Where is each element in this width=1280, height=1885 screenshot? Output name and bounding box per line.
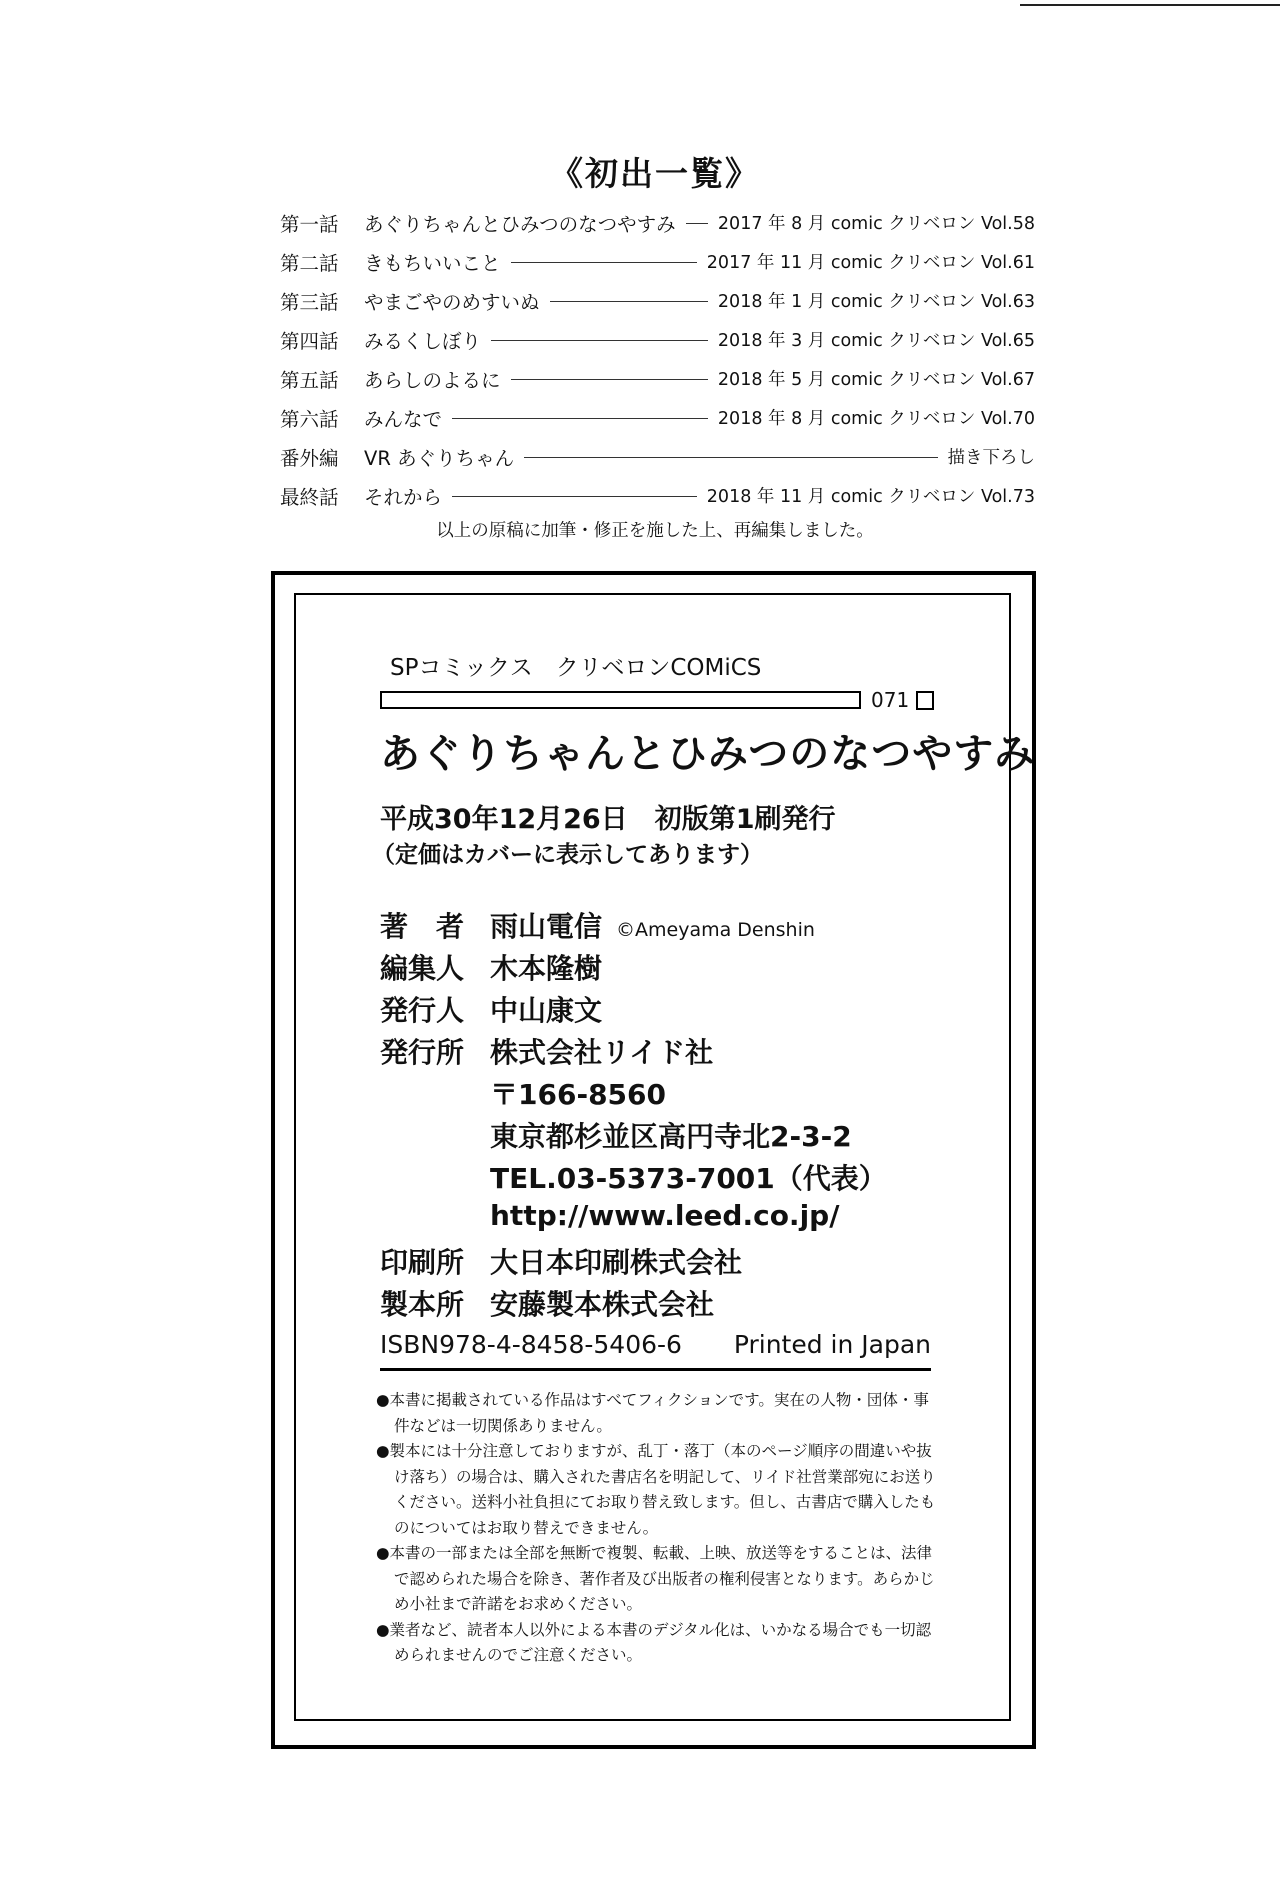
isbn-line xyxy=(380,1330,931,1359)
chapter-title: あらしのよるに xyxy=(364,368,501,392)
revision-note: 以上の原稿に加筆・修正を施した上、再編集しました。 xyxy=(436,521,874,541)
printer-name: 大日本印刷株式会社 xyxy=(490,1246,743,1279)
chapter-source: 2018 年 8 月 comic クリベロン Vol.70 xyxy=(717,409,1035,429)
list-item xyxy=(280,203,1035,242)
postal-code: 〒166-8560 xyxy=(490,1078,666,1111)
leader-line xyxy=(511,379,708,380)
leader-line xyxy=(550,301,708,302)
list-item xyxy=(280,320,1035,359)
chapter-title: みるくしぼり xyxy=(364,329,482,353)
chapter-source: 描き下ろし xyxy=(947,448,1035,468)
chapter-number: 第二話 xyxy=(280,251,339,275)
list-item xyxy=(280,281,1035,320)
legal-notes xyxy=(376,1388,936,1669)
chapter-title: きもちいいこと xyxy=(364,251,501,275)
editor-name: 木本隆樹 xyxy=(490,952,603,985)
chapter-number: 最終話 xyxy=(280,485,339,509)
list-item xyxy=(280,437,1035,476)
staff-row-office xyxy=(380,1031,887,1073)
book-title: あぐりちゃんとひみつのなつやすみ xyxy=(380,731,1036,777)
legal-note: ●製本には十分注意しておりますが、乱丁・落丁（本のページ順序の間違いや抜け落ち）の場合は、購入された書店名を明記して、リイド社営業部宛にお送りください。送料小社負担にてお取り替え致します。但し、古書店で購入したものについてはお取り替えできません。 xyxy=(376,1442,936,1537)
office-label: 発行所 xyxy=(380,1036,465,1069)
code-check-box xyxy=(916,691,934,710)
isbn: ISBN978-4-8458-5406-6 xyxy=(380,1330,682,1359)
chapter-title: それから xyxy=(364,485,443,509)
staff-row-tel xyxy=(380,1157,887,1199)
binder-name: 安藤製本株式会社 xyxy=(490,1288,715,1321)
publisher-name: 中山康文 xyxy=(490,994,603,1027)
staff-row-address xyxy=(380,1115,887,1157)
staff-row-editor xyxy=(380,947,887,989)
printer-label: 印刷所 xyxy=(380,1246,465,1279)
staff-row-printer xyxy=(380,1241,887,1283)
binder-label: 製本所 xyxy=(380,1288,465,1321)
website-url: http://www.leed.co.jp/ xyxy=(490,1199,840,1232)
list-item xyxy=(280,242,1035,281)
list-item xyxy=(280,359,1035,398)
address: 東京都杉並区高円寺北2-3-2 xyxy=(490,1120,852,1153)
chapter-number: 第四話 xyxy=(280,329,339,353)
legal-note: ●本書に掲載されている作品はすべてフィクションです。実在の人物・団体・事件などは一切関係ありません。 xyxy=(376,1391,929,1435)
code-bar-box xyxy=(380,691,861,709)
series-name: SPコミックス クリベロンCOMiCS xyxy=(390,655,762,681)
editor-label: 編集人 xyxy=(380,952,465,985)
leader-line xyxy=(491,340,708,341)
chapter-source: 2017 年 8 月 comic クリベロン Vol.58 xyxy=(717,214,1035,234)
leader-line xyxy=(452,418,708,419)
contents-title: 《初出一覧》 xyxy=(550,154,760,193)
leader-line xyxy=(686,223,708,224)
chapter-number: 第一話 xyxy=(280,212,339,236)
staff-row-author xyxy=(380,905,887,947)
legal-note: ●業者など、読者本人以外による本書のデジタル化は、いかなる場合でも一切認められませんのでご注意ください。 xyxy=(376,1620,932,1664)
price-note: （定価はカバーに表示してあります） xyxy=(372,842,763,868)
author-label: 著 者 xyxy=(380,910,465,943)
chapter-source: 2018 年 5 月 comic クリベロン Vol.67 xyxy=(717,370,1035,390)
leader-line xyxy=(524,457,937,458)
staff-row-url xyxy=(380,1199,887,1241)
publisher-label: 発行人 xyxy=(380,994,465,1027)
office-name: 株式会社リイド社 xyxy=(490,1036,714,1069)
list-item xyxy=(280,476,1035,515)
publication-date: 平成30年12月26日 初版第1刷発行 xyxy=(380,804,836,835)
chapter-source: 2018 年 3 月 comic クリベロン Vol.65 xyxy=(717,331,1035,351)
author-name: 雨山電信 xyxy=(490,910,603,943)
chapter-source: 2017 年 11 月 comic クリベロン Vol.61 xyxy=(706,253,1035,273)
leader-line xyxy=(511,262,697,263)
staff-row-postal xyxy=(380,1073,887,1115)
list-item xyxy=(280,398,1035,437)
telephone: TEL.03-5373-7001（代表） xyxy=(490,1162,887,1195)
chapter-number: 第五話 xyxy=(280,368,339,392)
chapter-number: 第三話 xyxy=(280,290,339,314)
chapter-number: 第六話 xyxy=(280,407,339,431)
chapter-title: VR あぐりちゃん xyxy=(364,446,515,470)
printed-in: Printed in Japan xyxy=(733,1330,931,1359)
issue-code: 071 xyxy=(871,688,910,712)
staff-list xyxy=(380,905,887,1325)
top-edge-line xyxy=(1020,4,1280,6)
divider xyxy=(380,1368,931,1371)
staff-row-publisher xyxy=(380,989,887,1031)
copyright-notice: ©Ameyama Denshin xyxy=(616,919,815,941)
contents-list xyxy=(280,203,1035,515)
chapter-source: 2018 年 11 月 comic クリベロン Vol.73 xyxy=(706,487,1035,507)
chapter-title: あぐりちゃんとひみつのなつやすみ xyxy=(364,212,676,236)
chapter-title: やまごやのめすいぬ xyxy=(364,290,540,314)
chapter-number: 番外編 xyxy=(280,446,339,470)
staff-row-binder xyxy=(380,1283,887,1325)
chapter-source: 2018 年 1 月 comic クリベロン Vol.63 xyxy=(717,292,1035,312)
leader-line xyxy=(452,496,697,497)
legal-note: ●本書の一部または全部を無断で複製、転載、上映、放送等をすることは、法律で認められた場合を除き、著作者及び出版者の権利侵害となります。あらかじめ小社まで許諾をお求めください。 xyxy=(376,1544,935,1613)
chapter-title: みんなで xyxy=(364,407,443,431)
